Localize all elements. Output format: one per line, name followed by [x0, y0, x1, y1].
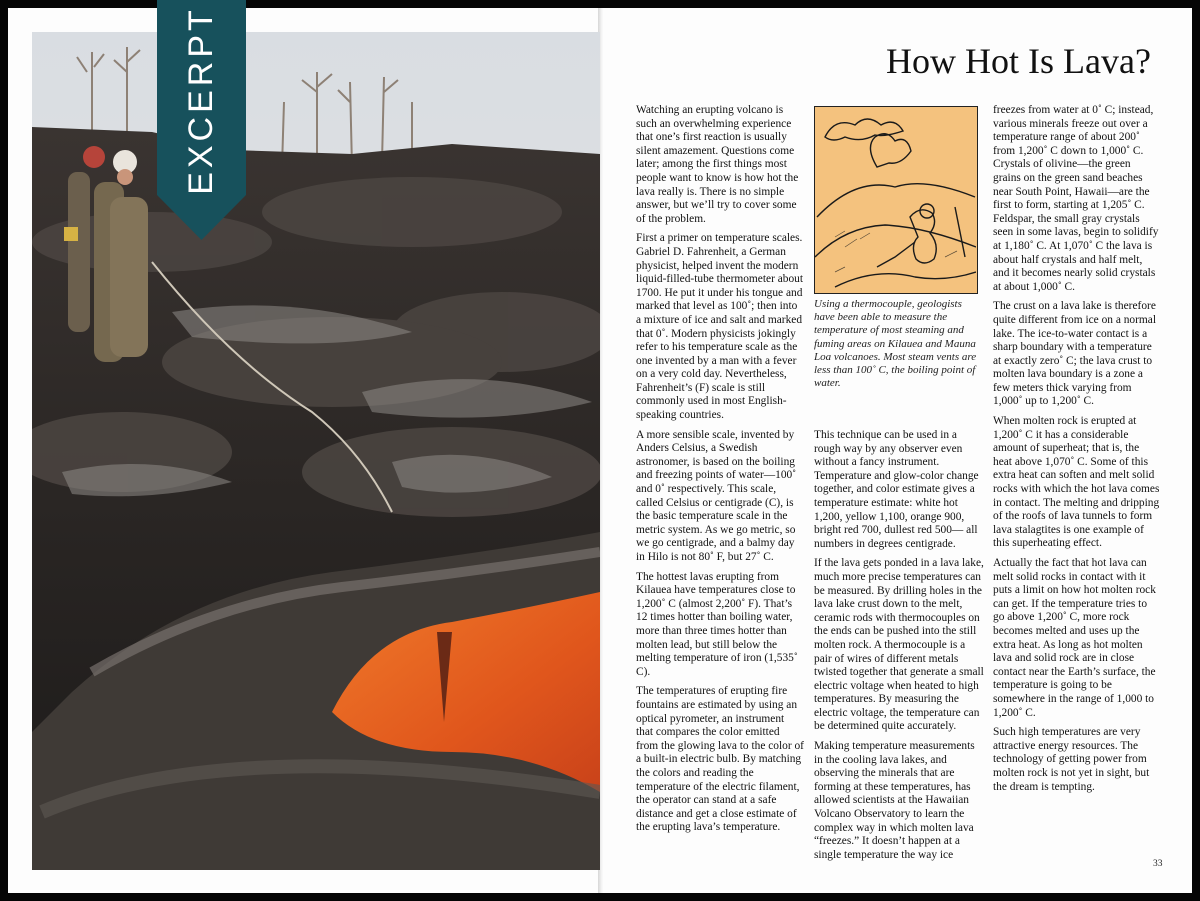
excerpt-label: EXCERPT	[182, 5, 220, 195]
paragraph: Making temperature measurements in the cooling lava lakes, and observing the minerals that are forming at these temperatures, has allowed scientists at the Hawaiian Volcano Observatory to learn the complex way in which molten lava “freezes.” It doesn’t happen at a single temperature the way ice	[814, 740, 975, 861]
page-number: 33	[1153, 859, 1163, 869]
paragraph: The crust on a lava lake is therefore quite different from ice on a normal lake. The ice-to-water contact is a sharp boundary with a temperature at exactly zero˚ C; the lava crust to molten lava boundary is a zone a few meters thick varying from 1,000˚ up to 1,200˚ C.	[993, 300, 1156, 408]
paragraph: Watching an erupting volcano is such an overwhelming experience that one’s first reaction is usually silent amazement. Questions come later; among the first things most people want to know is how hot the lava really is. There is no simple answer, but we’ll try to cover some of the problem.	[636, 104, 799, 225]
paragraph: Actually the fact that hot lava can melt solid rocks in contact with it puts a limit on how hot molten rock can get. If the temperature tries to go above 1,200˚ C, more rock becomes melted and uses up the extra heat. As long as hot molten lava and solid rock are in close contact near the Earth’s surface, the temperature is going to be somewhere in the range of 1,000 to 1,200˚ C.	[993, 557, 1156, 719]
text-column-3	[993, 104, 1160, 800]
paragraph: First a primer on temperature scales. Gabriel D. Fahrenheit, a German physicist, helped invent the modern liquid-filled-tube thermometer about 1700. He put it under his tongue and marked that level as 100˚; then into a mixture of ice and salt and marked that 0˚. Modern physicists jokingly refer to his temperature scale as the one invented by a man with a fever on a very cold day. Nevertheless, Fahrenheit’s (F) scale is still commonly used in most English-speaking countries.	[636, 232, 804, 422]
paragraph: freezes from water at 0˚ C; instead, various minerals freeze out over a temperature range of about 200˚ from 1,200˚ C down to 1,000˚ C. Crystals of olivine—the green grains on the green sand beaches near South Point, Hawaii—are the first to form, starting at 1,205˚ C. Feldspar, the small gray crystals seen in some lavas, begin to solidify at 1,180˚ C. At 1,070˚ C the lava is about half crystals and half melt, and it becomes nearly solid crystals at about 1,000˚ C.	[993, 104, 1159, 293]
article-title: How Hot Is Lava?	[886, 41, 1151, 81]
text-column-1	[636, 104, 804, 841]
paragraph: A more sensible scale, invented by Anders Celsius, a Swedish astronomer, is based on the boiling and freezing points of water—100˚ and 0˚ respectively. This scale, called Celsius or centigrade (C), is the basic temperature scale in the metric system. As we go metric, so we go centigrade, and a balmy day in Hilo is not 80˚ F, but 27˚ C.	[636, 428, 797, 563]
paragraph: The temperatures of erupting fire fountains are estimated by using an optical pyrometer, an instrument that compares the color emitted from the glowing lava to the color of a built-in electric bulb. By matching the colors and reading the temperature of the electric filament, the operator can stand at a safe distance and get a close estimate of the erupting lava’s temperature.	[636, 685, 804, 834]
text-column-2	[814, 429, 984, 868]
illustration-caption: Using a thermocouple, geologists have been able to measure the temperature of most steaming and fuming areas on Kilauea and Mauna Loa volcanoes. Most steam vents are less than 100˚ C, the boiling point of water.	[814, 298, 977, 390]
paragraph: This technique can be used in a rough way by any observer even without a fancy instrument. Temperature and glow-color change together, and color estimate gives a temperature estimate: white hot 1,200, yellow 1,100, orange 900, bright red 700, dullest red 500— all numbers in degrees centigrade.	[814, 429, 979, 550]
paragraph: The hottest lavas erupting from Kilauea have temperatures close to 1,200˚ C (almost 2,200˚ F). That’s 12 times hotter than boiling water, more than three times hotter than molten lead, but still below the melting temperature of iron (1,535˚ C).	[636, 570, 798, 678]
paragraph: Such high temperatures are very attractive energy resources. The technology of getting power from molten rock is not yet in sight, but the dream is tempting.	[993, 726, 1150, 793]
paragraph: If the lava gets ponded in a lava lake, much more precise temperatures can be measured. By drilling holes in the lava lake crust down to the melt, ceramic rods with thermocouples on the ends can be pushed into the still molten rock. A thermocouple is a pair of wires of different metals twisted together that generate a small electric voltage when heated to high temperatures. By measuring the electric voltage, the temperature can be determined quite accurately.	[814, 557, 984, 733]
thermocouple-illustration	[814, 106, 978, 294]
paragraph: When molten rock is erupted at 1,200˚ C it has a considerable amount of superheat; that is, the heat above 1,070˚ C. Some of this extra heat can soften and melt solid rocks with which the hot lava comes in contact. The melting and dripping of the roofs of lava tunnels to form lava stalagtites is one example of this superheating effect.	[993, 415, 1160, 550]
lava-photograph	[32, 32, 600, 870]
